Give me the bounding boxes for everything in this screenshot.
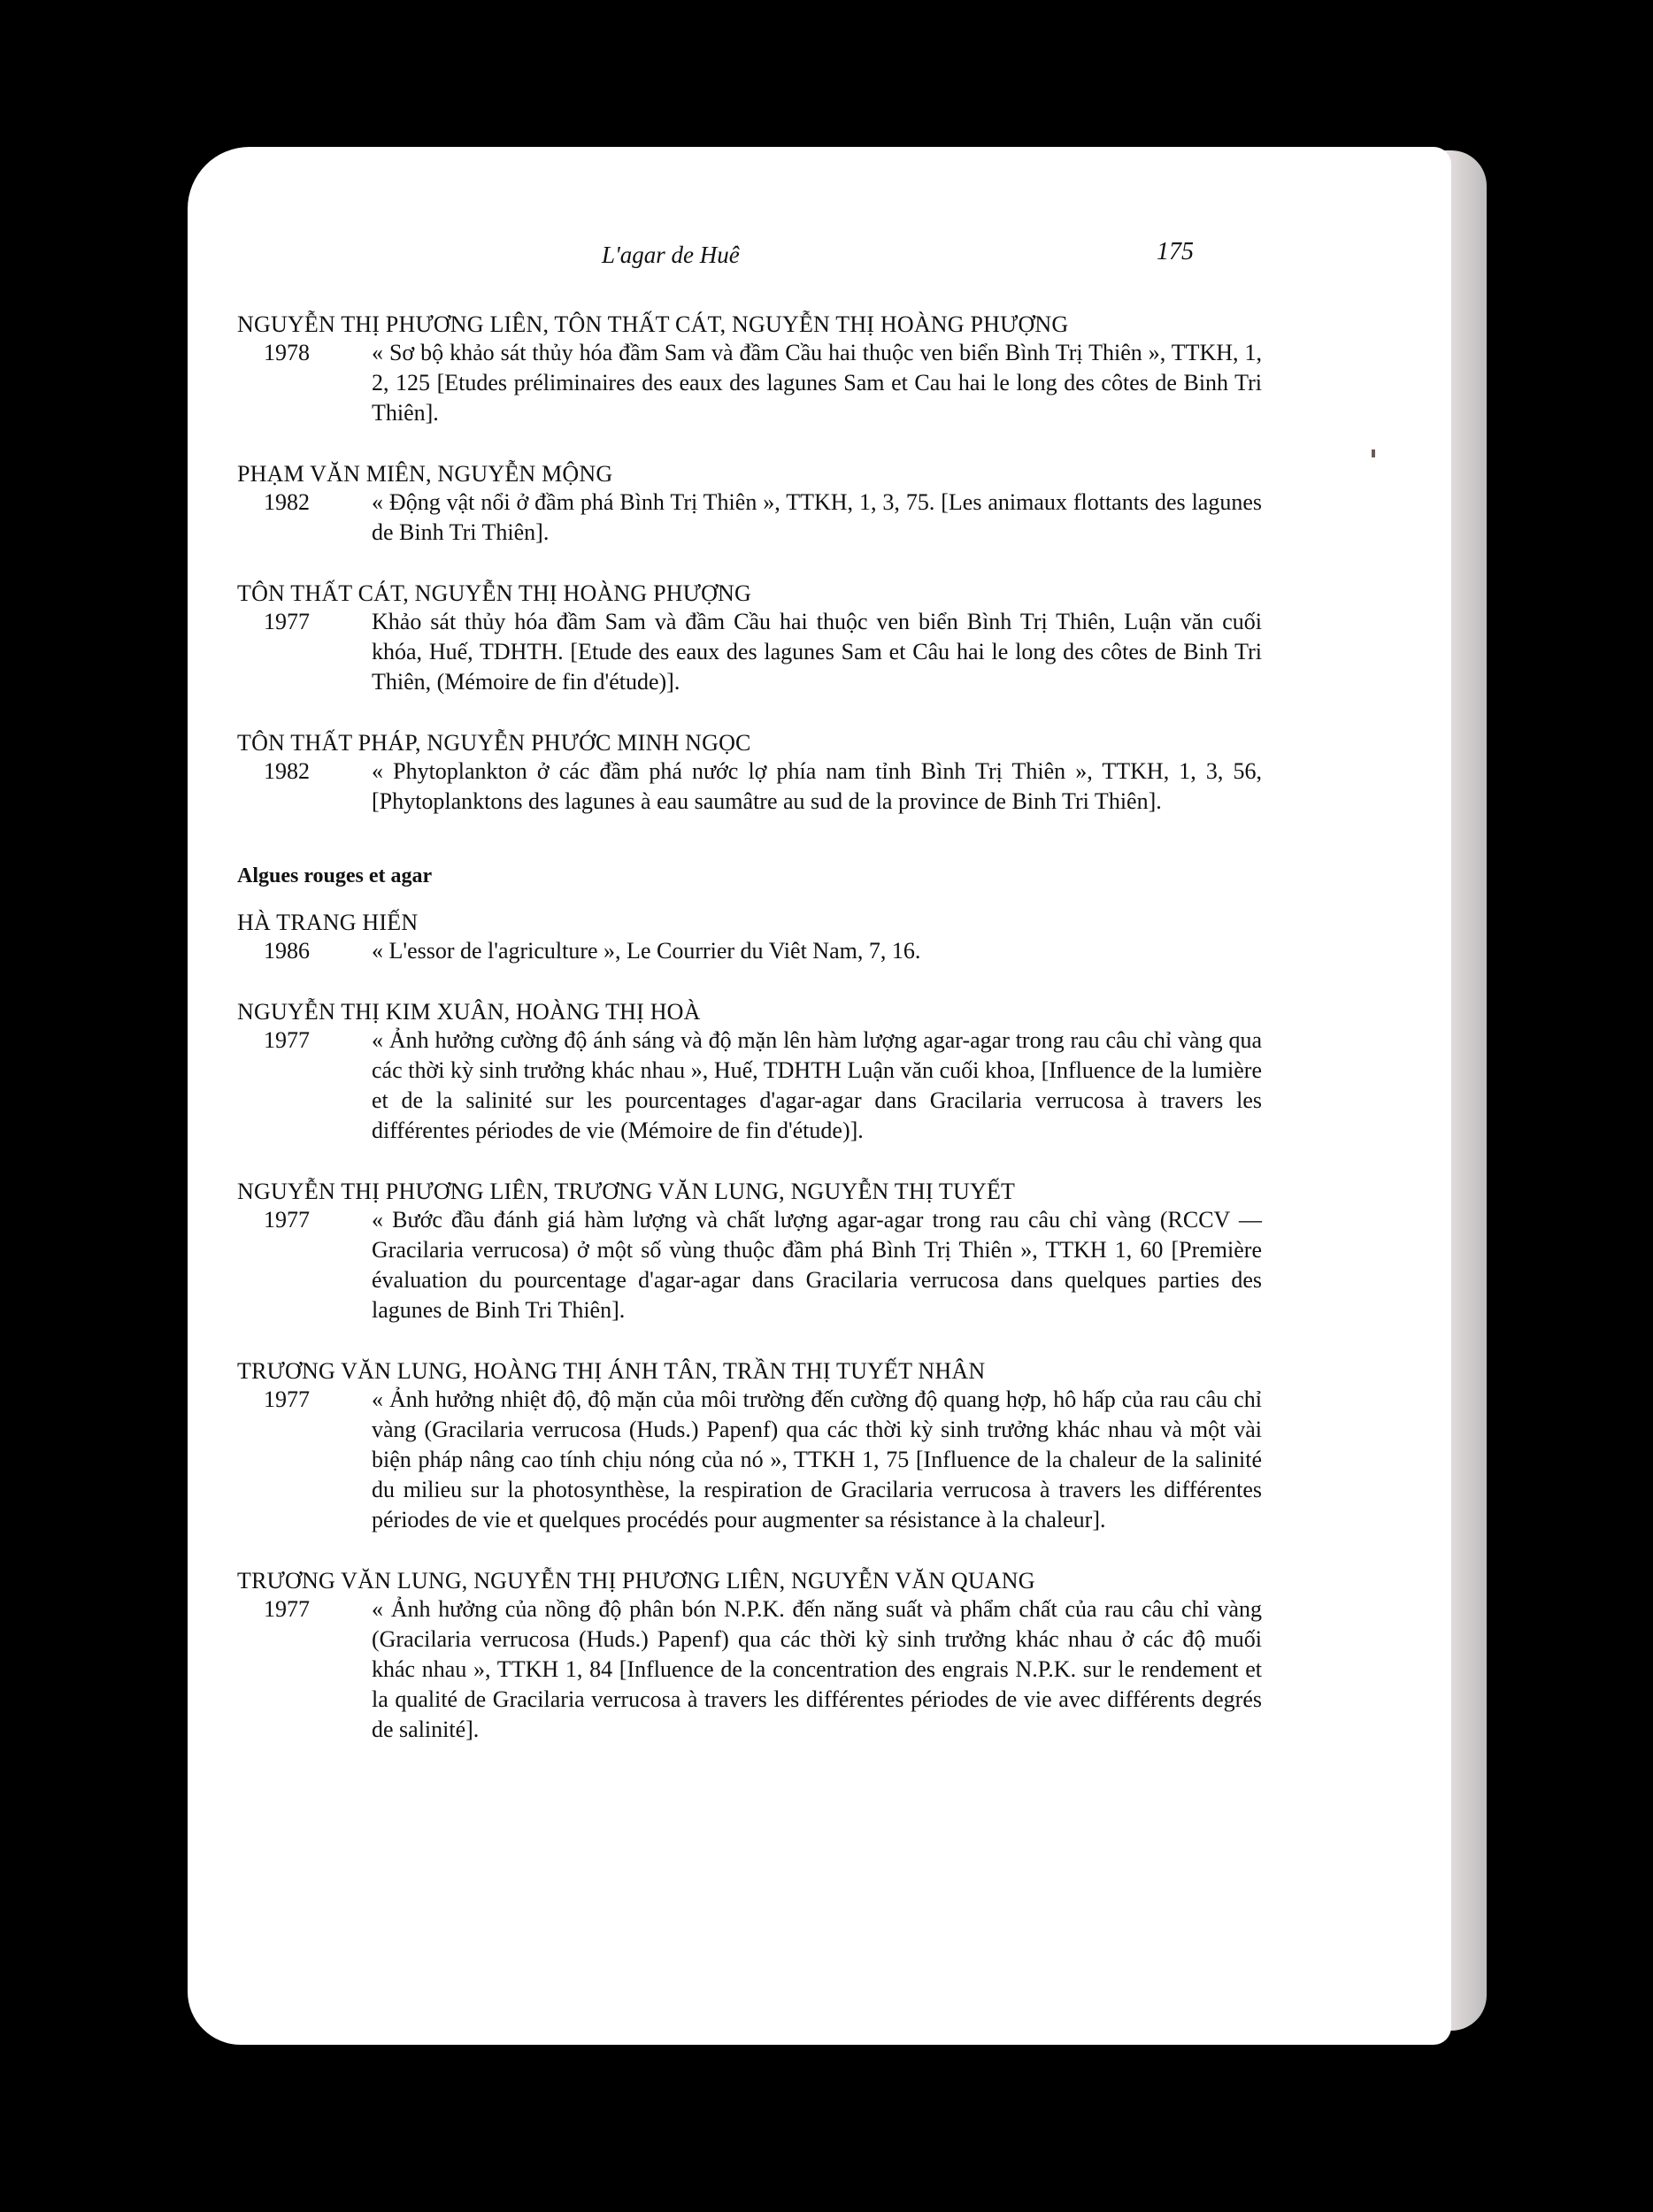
- section-heading: Algues rouges et agar: [237, 864, 433, 887]
- entry-author: HÀ TRANG HIẾN: [237, 910, 419, 935]
- page-mark: [1372, 449, 1375, 457]
- entry-year: 1977: [264, 609, 310, 634]
- book-page: [188, 147, 1451, 2045]
- entry-author: TÔN THẤT CÁT, NGUYỄN THỊ HOÀNG PHƯỢNG: [237, 580, 752, 606]
- entry-author: PHẠM VĂN MIÊN, NGUYỄN MỘNG: [237, 461, 613, 487]
- bibliography-entry: [237, 909, 1262, 966]
- entry-author: TÔN THẤT PHÁP, NGUYỄN PHƯỚC MINH NGỌC: [237, 730, 751, 756]
- entry-author: NGUYỄN THỊ PHƯƠNG LIÊN, TRƯƠNG VĂN LUNG, NGUYỄN THỊ TUYẾT: [237, 1179, 1016, 1204]
- entry-author: NGUYỄN THỊ PHƯƠNG LIÊN, TÔN THẤT CÁT, NGUYỄN THỊ HOÀNG PHƯỢNG: [237, 311, 1069, 337]
- bibliography-entry: [237, 1178, 1262, 1325]
- bibliography-entry: [237, 729, 1262, 817]
- bibliography-entry: [237, 580, 1262, 697]
- entry-year: 1977: [264, 1207, 310, 1233]
- entry-text: « L'essor de l'agriculture », Le Courrier du Viêt Nam, 7, 16.: [372, 938, 921, 964]
- bibliography-entry: [237, 1357, 1262, 1535]
- entry-author: NGUYỄN THỊ KIM XUÂN, HOÀNG THỊ HOÀ: [237, 999, 701, 1025]
- bibliography: [237, 311, 1262, 1745]
- entry-year: 1986: [264, 938, 310, 964]
- entry-text: « Phytoplankton ở các đầm phá nước lợ phía nam tỉnh Bình Trị Thiên », TTKH, 1, 3, 56, [Phytoplanktons des lagunes à eau saumâtre au sud de la province de Binh Tri Thiên].: [372, 758, 1262, 814]
- running-head: L'agar de Huê: [602, 242, 740, 268]
- entry-year: 1977: [264, 1027, 310, 1053]
- entry-year: 1982: [264, 758, 310, 784]
- entry-text: « Sơ bộ khảo sát thủy hóa đầm Sam và đầm Cầu hai thuộc ven biển Bình Trị Thiên », TTKH, 1, 2, 125 [Etudes préliminaires des eaux des lagunes Sam et Cau hai le long des côtes de Binh Tri Thiên].: [372, 340, 1262, 426]
- entry-text: « Bước đầu đánh giá hàm lượng và chất lượng agar-agar trong rau câu chỉ vàng (RCCV — Gracilaria verrucosa) ở một số vùng thuộc đầm phá Bình Trị Thiên », TTKH 1, 60 [Première évaluation du pourcentage d'agar-agar dans Gracilaria verrucosa dans quelques parties des lagunes de Binh Tri Thiên].: [372, 1207, 1262, 1323]
- entry-year: 1978: [264, 340, 310, 365]
- entry-text: « Động vật nổi ở đầm phá Bình Trị Thiên », TTKH, 1, 3, 75. [Les animaux flottants des lagunes de Binh Tri Thiên].: [372, 489, 1262, 545]
- entry-author: TRƯƠNG VĂN LUNG, HOÀNG THỊ ÁNH TÂN, TRẦN THỊ TUYẾT NHÂN: [237, 1358, 986, 1384]
- page-number: 175: [1157, 238, 1194, 265]
- entry-text: Khảo sát thủy hóa đầm Sam và đầm Cầu hai thuộc ven biển Bình Trị Thiên, Luận văn cuối khóa, Huế, TDHTH. [Etude des eaux des lagunes Sam et Câu hai le long des côtes de Binh Tri Thiên, (Mémoire de fin d'étude)].: [372, 609, 1262, 695]
- bibliography-entry: [237, 311, 1262, 428]
- bibliography-entry: [237, 1567, 1262, 1745]
- bibliography-entry: [237, 460, 1262, 548]
- bibliography-entry: [237, 998, 1262, 1146]
- entry-text: « Ảnh hưởng của nồng độ phân bón N.P.K. đến năng suất và phẩm chất của rau câu chỉ vàng (Gracilaria verrucosa (Huds.) Papenf) qua các thời kỳ sinh trưởng khác nhau ở các độ muối khác nhau », TTKH 1, 84 [Influence de la concentration des engrais N.P.K. sur le rendement et la qualité de Gracilaria verrucosa à travers les différentes périodes de vie avec différents degrés de salinité].: [372, 1596, 1262, 1742]
- entry-year: 1977: [264, 1596, 310, 1622]
- entry-year: 1977: [264, 1386, 310, 1412]
- entry-text: « Ảnh hưởng nhiệt độ, độ mặn của môi trường đến cường độ quang hợp, hô hấp của rau câu chỉ vàng (Gracilaria verrucosa (Huds.) Papenf) qua các thời kỳ sinh trưởng khác nhau và một vài biện pháp nâng cao tính chịu nóng của nó », TTKH 1, 75 [Influence de la chaleur de la salinité du milieu sur la photosynthèse, la respiration de Gracilaria verrucosa à travers les différentes périodes de vie et quelques procédés pour augmenter sa résistance à la chaleur].: [372, 1386, 1262, 1532]
- entry-author: TRƯƠNG VĂN LUNG, NGUYỄN THỊ PHƯƠNG LIÊN, NGUYỄN VĂN QUANG: [237, 1568, 1035, 1594]
- entry-text: « Ảnh hưởng cường độ ánh sáng và độ mặn lên hàm lượng agar-agar trong rau câu chỉ vàng qua các thời kỳ sinh trưởng khác nhau », Huế, TDHTH Luận văn cuối khoa, [Influence de la lumière et de la salinité sur les pourcentages d'agar-agar dans Gracilaria verrucosa à travers les différentes périodes de vie (Mémoire de fin d'étude)].: [372, 1027, 1262, 1143]
- entry-year: 1982: [264, 489, 310, 515]
